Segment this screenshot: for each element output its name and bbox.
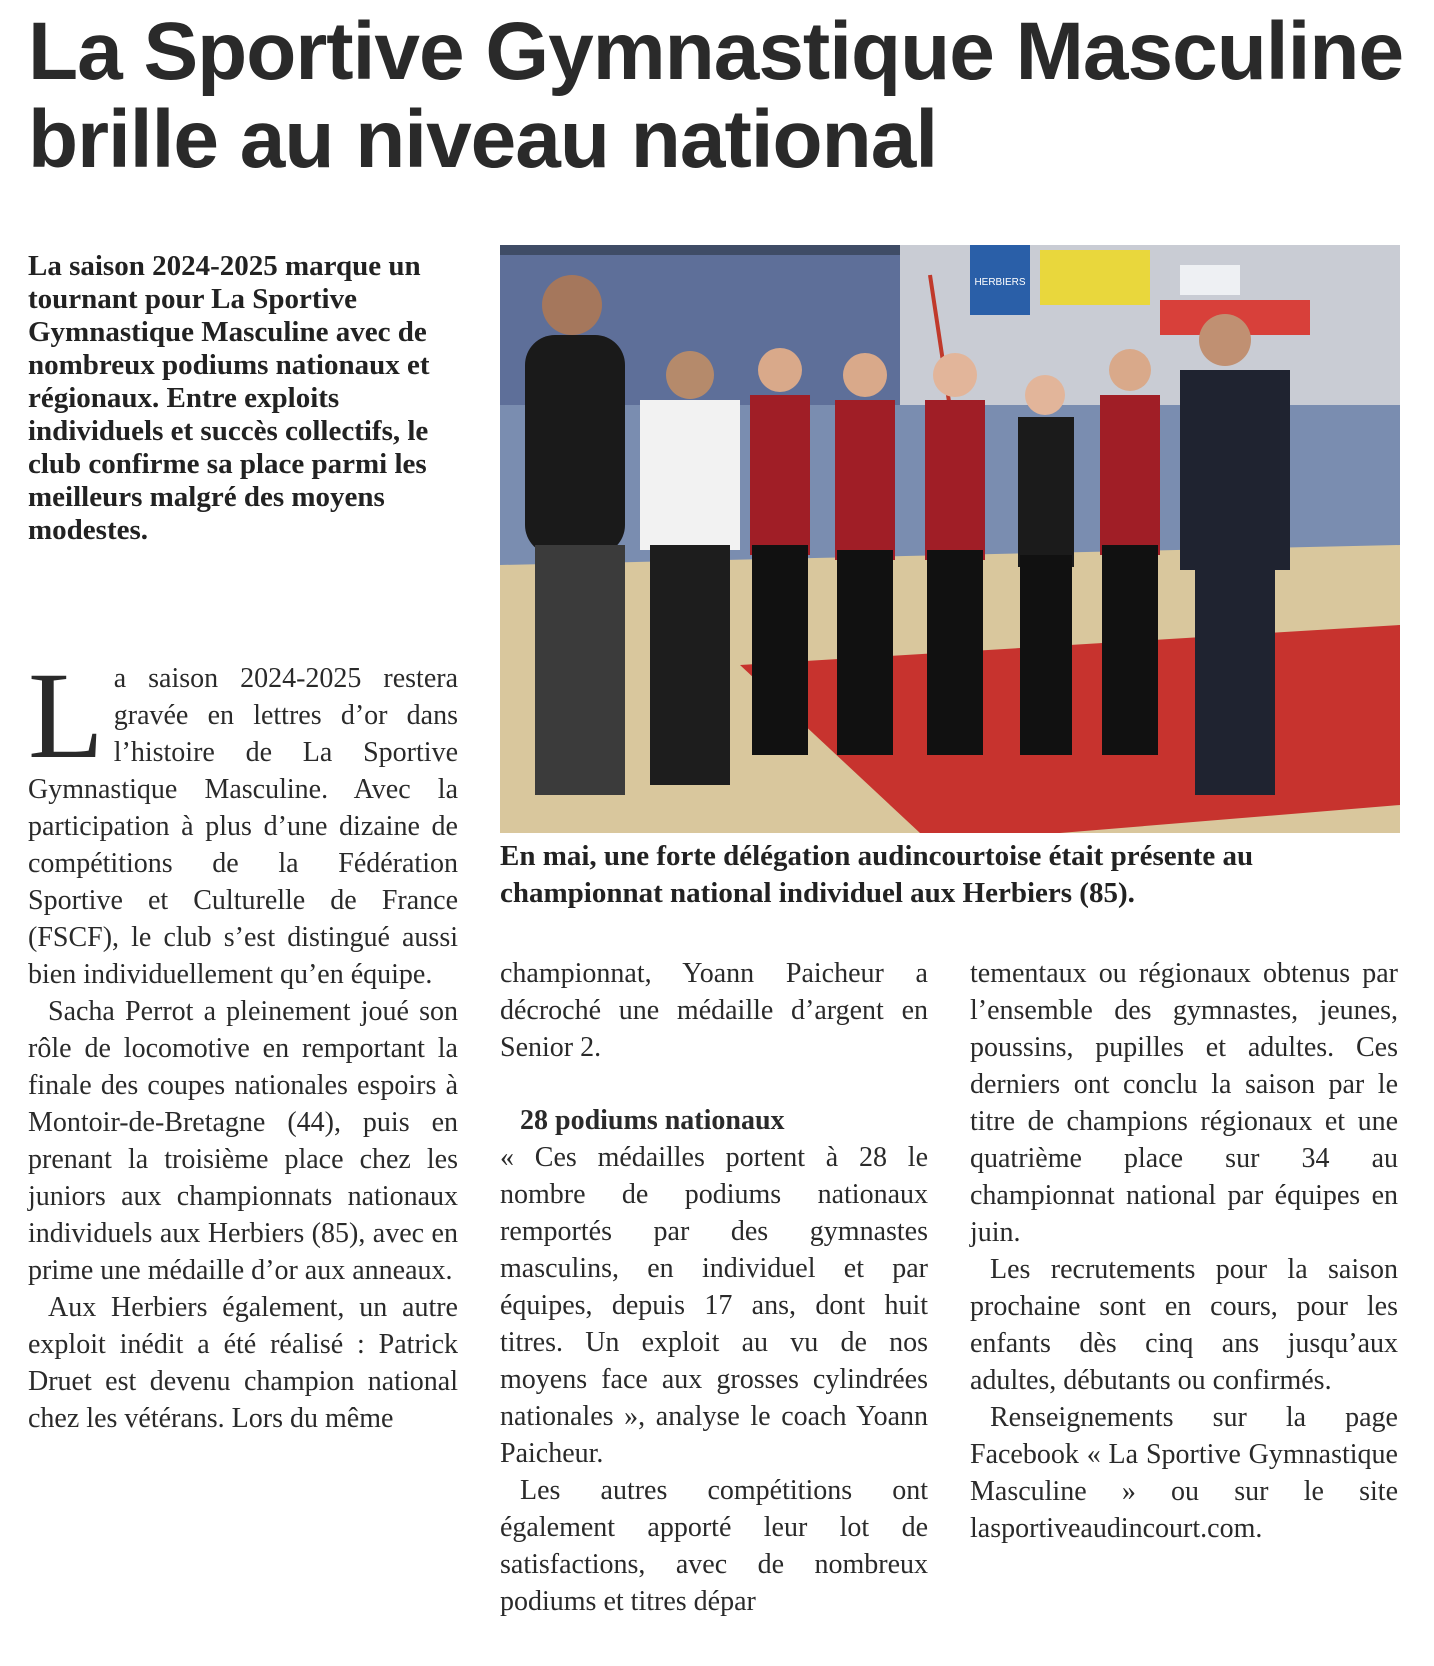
article-column-2: [500, 955, 928, 1620]
subheading: 28 podiums nationaux: [520, 1105, 785, 1136]
headline: La Sportive Gymnastique Masculine brille au niveau national: [28, 6, 1404, 185]
paragraph-3: Aux Herbiers également, un autre exploit inédit a été réalisé : Patrick Druet est devenu champion national chez les vétérans. Lors du même: [28, 1292, 458, 1434]
article-column-3: [970, 955, 1398, 1547]
article-column-1: [28, 647, 458, 1437]
paragraph-4: « Ces médailles portent à 28 le nombre de podiums nationaux remportés par des gymnastes masculins, en individuel et par équipes, depuis 17 ans, dont huit titres. Un exploit au vu de nos moyens face aux grosses cylindrées nationales », analyse le coach Yoann Paicheur.: [500, 1142, 928, 1469]
paragraph-2: Sacha Perrot a pleinement joué son rôle de locomotive en remportant la finale des coupes nationales espoirs à Montoir-de-Bretagne (44), puis en prenant la troisième place chez les juniors aux championnats nationaux individuels aux Herbiers (85), avec en prime une médaille d’or aux anneaux.: [28, 996, 458, 1286]
photo-caption: En mai, une forte délégation audincourtoise était présente au championnat national individuel aux Herbiers (85).: [500, 840, 1254, 909]
team-photo: [500, 245, 1400, 833]
paragraph-5: Les autres compétitions ont également apporté leur lot de satisfactions, avec de nombreux podiums et titres dépar: [500, 1475, 928, 1617]
banner-text: HERBIERS: [974, 277, 1026, 288]
paragraph-3-continued: championnat, Yoann Paicheur a décroché une médaille d’argent en Senior 2.: [500, 958, 928, 1063]
paragraph-6: Les recrutements pour la saison prochaine sont en cours, pour les enfants dès cinq ans jusqu’aux adultes, débutants ou confirmés.: [970, 1254, 1398, 1396]
intro-paragraph: La saison 2024-2025 marque un tournant pour La Sportive Gymnastique Masculine avec de nombreux podiums nationaux et régionaux. Entre exploits individuels et succès collectifs, le club confirme sa place parmi les meilleurs malgré des moyens modestes.: [28, 250, 430, 546]
paragraph-7: Renseignements sur la page Facebook « La Sportive Gymnastique Masculine » ou sur le site lasportiveaudincourt.com.: [970, 1402, 1398, 1544]
paragraph-1: a saison 2024-2025 restera gravée en lettres d’or dans l’histoire de La Sportive Gymnastique Masculine. Avec la participation à plus d’une dizaine de compétitions de la Fédération Sportive et Culturelle de France (FSCF), le club s’est distingué aussi bien individuellement qu’en équipe.: [28, 663, 458, 990]
drop-cap: L: [28, 647, 104, 784]
paragraph-5-continued: tementaux ou régionaux obtenus par l’ensemble des gymnastes, jeunes, poussins, pupilles et adultes. Ces derniers ont conclu la saison par le titre de champions régionaux et une quatrième place sur 34 au championnat national par équipes en juin.: [970, 958, 1398, 1248]
